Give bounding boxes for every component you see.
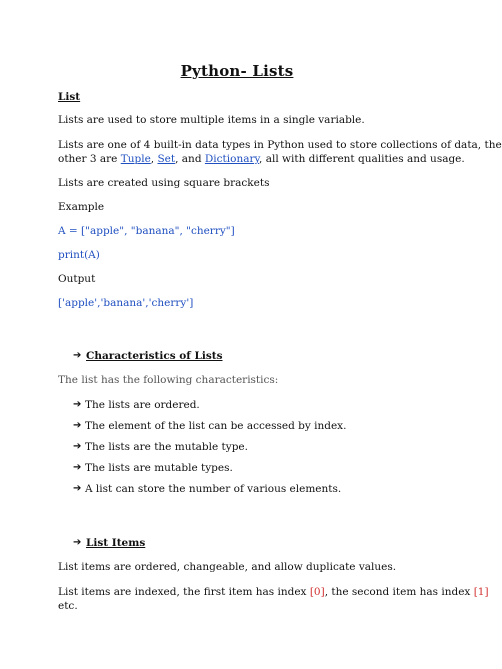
- arrow-icon: ➔: [73, 420, 82, 431]
- text-segment: other 3 are: [58, 153, 121, 165]
- list-items-heading: List Items: [86, 537, 146, 549]
- list-item: The lists are mutable types.: [85, 462, 233, 474]
- text-segment: , the second item has index: [324, 586, 474, 598]
- page-title: Python- Lists: [180, 62, 294, 80]
- text-segment: , all with different qualities and usage.: [259, 153, 465, 165]
- arrow-icon: ➔: [73, 462, 82, 473]
- characteristics-intro: The list has the following characteristics:: [58, 374, 279, 386]
- code-line-1: A = ["apple", "banana", "cherry"]: [58, 225, 235, 237]
- list-item: The element of the list can be accessed by index.: [85, 420, 347, 432]
- arrow-icon: ➔: [73, 483, 82, 494]
- list-item: A list can store the number of various elements.: [85, 483, 342, 495]
- list-paragraph-1: Lists are used to store multiple items in a single variable.: [58, 114, 365, 126]
- arrow-icon: ➔: [73, 537, 82, 548]
- output-label: Output: [58, 273, 96, 285]
- index-zero: [0]: [309, 586, 325, 598]
- list-heading: List: [58, 91, 81, 103]
- list-paragraph-3: Lists are created using square brackets: [58, 177, 270, 189]
- text-segment: List items are indexed, the first item has index: [58, 586, 310, 598]
- list-items-paragraph-2: [58, 585, 489, 599]
- text-segment: ,: [150, 153, 158, 165]
- list-item: The lists are ordered.: [85, 399, 200, 411]
- output-value: ['apple','banana','cherry']: [58, 297, 194, 309]
- index-one: [1]: [473, 586, 489, 598]
- arrow-icon: ➔: [73, 441, 82, 452]
- list-paragraph-2-line-1: Lists are one of 4 built-in data types in Python used to store collections of data, the: [58, 139, 502, 151]
- arrow-icon: ➔: [73, 399, 82, 410]
- arrow-icon: ➔: [73, 350, 82, 361]
- list-item: The lists are the mutable type.: [85, 441, 248, 453]
- dictionary-link[interactable]: Dictionary: [204, 153, 260, 165]
- example-label: Example: [58, 201, 105, 213]
- characteristics-heading: Characteristics of Lists: [86, 350, 223, 362]
- set-link[interactable]: Set: [157, 153, 176, 165]
- code-line-2: print(A): [58, 249, 100, 261]
- tuple-link[interactable]: Tuple: [120, 153, 151, 165]
- list-items-paragraph-1: List items are ordered, changeable, and allow duplicate values.: [58, 561, 397, 573]
- list-items-paragraph-2-line-2: etc.: [58, 600, 78, 612]
- text-segment: , and: [175, 153, 205, 165]
- list-paragraph-2-line-2: [58, 152, 465, 166]
